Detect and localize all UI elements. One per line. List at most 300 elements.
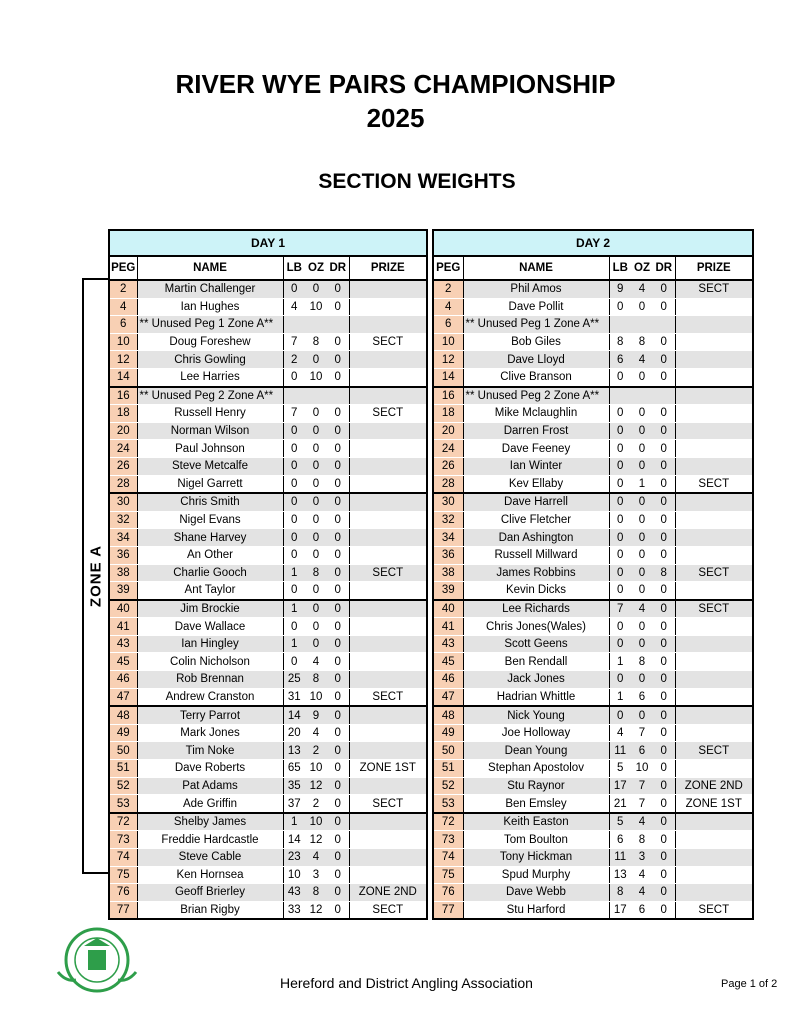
lb-cell: 21 [609, 795, 631, 813]
peg-cell: 6 [109, 316, 137, 334]
dr-cell: 0 [327, 653, 349, 671]
prize-cell [349, 813, 427, 831]
oz-cell: 0 [631, 493, 653, 511]
lb-cell: 13 [283, 742, 305, 760]
lb-cell: 33 [283, 901, 305, 919]
peg-cell: 48 [433, 706, 463, 724]
day-2-header: DAY 2 [433, 230, 753, 256]
oz-cell: 6 [631, 688, 653, 706]
dr-cell: 0 [327, 493, 349, 511]
col-name: NAME [463, 256, 609, 280]
prize-cell [349, 351, 427, 369]
dr-cell: 0 [653, 777, 675, 795]
table-row [433, 351, 753, 369]
oz-cell [305, 316, 327, 334]
peg-cell: 46 [109, 671, 137, 689]
dr-cell: 0 [653, 351, 675, 369]
dr-cell: 0 [653, 618, 675, 636]
peg-cell: 2 [109, 280, 137, 298]
name-cell: Charlie Gooch [137, 564, 283, 582]
table-row [433, 440, 753, 458]
dr-cell: 0 [327, 457, 349, 475]
name-cell: Pat Adams [137, 777, 283, 795]
lb-cell: 9 [609, 280, 631, 298]
col-prize: PRIZE [349, 256, 427, 280]
lb-cell: 10 [283, 866, 305, 884]
table-row [109, 316, 427, 334]
name-cell: Hadrian Whittle [463, 688, 609, 706]
peg-cell: 53 [109, 795, 137, 813]
table-row [109, 564, 427, 582]
name-cell: ** Unused Peg 1 Zone A** [463, 316, 609, 334]
name-cell: Tim Noke [137, 742, 283, 760]
dr-cell: 0 [327, 333, 349, 351]
name-cell: Keith Easton [463, 813, 609, 831]
oz-cell: 0 [631, 405, 653, 423]
oz-cell: 0 [305, 457, 327, 475]
dr-cell: 0 [653, 475, 675, 493]
name-cell: Jack Jones [463, 671, 609, 689]
oz-cell: 0 [305, 511, 327, 529]
dr-cell: 0 [653, 405, 675, 423]
footer-association: Hereford and District Angling Association [280, 975, 533, 991]
name-cell: An Other [137, 546, 283, 564]
name-cell: Ade Griffin [137, 795, 283, 813]
prize-cell [349, 671, 427, 689]
name-cell: Dave Wallace [137, 618, 283, 636]
peg-cell: 48 [109, 706, 137, 724]
name-cell: Colin Nicholson [137, 653, 283, 671]
prize-cell [349, 831, 427, 849]
peg-cell: 75 [433, 866, 463, 884]
table-row [109, 529, 427, 547]
dr-cell: 0 [653, 546, 675, 564]
name-cell: Martin Challenger [137, 280, 283, 298]
table-row [109, 688, 427, 706]
dr-cell: 0 [327, 582, 349, 600]
table-row [109, 475, 427, 493]
dr-cell: 0 [327, 671, 349, 689]
table-row [109, 901, 427, 919]
prize-cell [349, 529, 427, 547]
prize-cell [675, 582, 753, 600]
peg-cell: 38 [433, 564, 463, 582]
table-row [433, 582, 753, 600]
lb-cell: 0 [283, 475, 305, 493]
oz-cell: 4 [631, 280, 653, 298]
prize-cell [349, 849, 427, 867]
lb-cell: 0 [609, 298, 631, 316]
peg-cell: 51 [109, 760, 137, 778]
peg-cell: 53 [433, 795, 463, 813]
oz-cell: 0 [305, 582, 327, 600]
dr-cell: 0 [327, 777, 349, 795]
peg-cell: 73 [109, 831, 137, 849]
col-name: NAME [137, 256, 283, 280]
peg-cell: 74 [433, 849, 463, 867]
dr-cell: 0 [327, 511, 349, 529]
dr-cell: 0 [327, 795, 349, 813]
prize-cell [675, 422, 753, 440]
table-row [109, 387, 427, 405]
dr-cell: 0 [327, 724, 349, 742]
oz-cell: 10 [305, 368, 327, 386]
name-cell: Russell Henry [137, 405, 283, 423]
peg-cell: 49 [433, 724, 463, 742]
col-lb: LB [609, 256, 631, 280]
oz-cell: 0 [305, 440, 327, 458]
name-cell: Lee Harries [137, 368, 283, 386]
peg-cell: 39 [433, 582, 463, 600]
lb-cell [609, 316, 631, 334]
name-cell: Spud Murphy [463, 866, 609, 884]
lb-cell: 4 [609, 724, 631, 742]
dr-cell: 0 [653, 653, 675, 671]
table-row [433, 688, 753, 706]
lb-cell: 0 [283, 457, 305, 475]
name-cell: Lee Richards [463, 600, 609, 618]
prize-cell: SECT [349, 564, 427, 582]
peg-cell: 16 [109, 387, 137, 405]
lb-cell: 0 [283, 618, 305, 636]
lb-cell [283, 316, 305, 334]
peg-cell: 38 [109, 564, 137, 582]
table-row [433, 706, 753, 724]
prize-cell [675, 635, 753, 653]
table-row [109, 457, 427, 475]
prize-cell [675, 884, 753, 902]
lb-cell: 7 [283, 333, 305, 351]
name-cell: Nigel Garrett [137, 475, 283, 493]
lb-cell: 8 [609, 333, 631, 351]
prize-cell [349, 475, 427, 493]
oz-cell: 8 [305, 333, 327, 351]
peg-cell: 40 [433, 600, 463, 618]
prize-cell [349, 298, 427, 316]
oz-cell: 4 [631, 884, 653, 902]
table-row [433, 795, 753, 813]
table-row [433, 546, 753, 564]
prize-cell [675, 387, 753, 405]
dr-cell [653, 387, 675, 405]
lb-cell: 8 [609, 884, 631, 902]
dr-cell: 0 [653, 440, 675, 458]
prize-cell: SECT [349, 333, 427, 351]
name-cell: Freddie Hardcastle [137, 831, 283, 849]
prize-cell [349, 582, 427, 600]
table-row [109, 671, 427, 689]
name-cell: Dave Roberts [137, 760, 283, 778]
prize-cell: SECT [675, 475, 753, 493]
prize-cell [675, 831, 753, 849]
peg-cell: 6 [433, 316, 463, 334]
lb-cell: 0 [609, 405, 631, 423]
peg-cell: 46 [433, 671, 463, 689]
col-peg: PEG [433, 256, 463, 280]
col-lb: LB [283, 256, 305, 280]
peg-cell: 52 [433, 777, 463, 795]
name-cell: Andrew Cranston [137, 688, 283, 706]
col-oz: OZ [305, 256, 327, 280]
dr-cell: 0 [327, 884, 349, 902]
day-1-table [108, 229, 428, 920]
dr-cell: 0 [327, 298, 349, 316]
dr-cell [653, 316, 675, 334]
dr-cell: 0 [327, 564, 349, 582]
dr-cell: 0 [653, 688, 675, 706]
peg-cell: 74 [109, 849, 137, 867]
table-row [109, 724, 427, 742]
name-cell: Nick Young [463, 706, 609, 724]
name-cell: Stu Raynor [463, 777, 609, 795]
table-row [109, 795, 427, 813]
peg-cell: 34 [109, 529, 137, 547]
lb-cell: 0 [283, 511, 305, 529]
lb-cell: 35 [283, 777, 305, 795]
oz-cell: 0 [305, 405, 327, 423]
prize-cell [675, 688, 753, 706]
prize-cell: SECT [675, 600, 753, 618]
peg-cell: 32 [433, 511, 463, 529]
oz-cell: 8 [631, 653, 653, 671]
oz-cell: 10 [305, 298, 327, 316]
name-cell: Scott Geens [463, 635, 609, 653]
prize-cell: SECT [675, 742, 753, 760]
table-row [433, 724, 753, 742]
lb-cell: 31 [283, 688, 305, 706]
oz-cell: 0 [631, 440, 653, 458]
oz-cell: 7 [631, 795, 653, 813]
name-cell: Kevin Dicks [463, 582, 609, 600]
oz-cell [631, 316, 653, 334]
col-dr: DR [327, 256, 349, 280]
peg-cell: 4 [433, 298, 463, 316]
dr-cell: 8 [653, 564, 675, 582]
peg-cell: 10 [109, 333, 137, 351]
lb-cell: 6 [609, 351, 631, 369]
peg-cell: 26 [109, 457, 137, 475]
peg-cell: 28 [109, 475, 137, 493]
table-row [109, 298, 427, 316]
table-row [433, 422, 753, 440]
name-cell: Kev Ellaby [463, 475, 609, 493]
dr-cell: 0 [327, 813, 349, 831]
peg-cell: 36 [109, 546, 137, 564]
oz-cell: 4 [305, 653, 327, 671]
prize-cell: ZONE 1ST [349, 760, 427, 778]
prize-cell: ZONE 2ND [675, 777, 753, 795]
oz-cell: 0 [631, 706, 653, 724]
oz-cell: 6 [631, 742, 653, 760]
dr-cell [327, 387, 349, 405]
table-row [109, 849, 427, 867]
oz-cell: 8 [631, 333, 653, 351]
name-cell: Dave Pollit [463, 298, 609, 316]
peg-cell: 51 [433, 760, 463, 778]
lb-cell: 1 [609, 653, 631, 671]
table-row [433, 849, 753, 867]
table-row [433, 742, 753, 760]
table-row [433, 635, 753, 653]
prize-cell [349, 316, 427, 334]
peg-cell: 20 [109, 422, 137, 440]
name-cell: Steve Metcalfe [137, 457, 283, 475]
lb-cell: 37 [283, 795, 305, 813]
oz-cell: 0 [305, 635, 327, 653]
peg-cell: 32 [109, 511, 137, 529]
lb-cell: 5 [609, 760, 631, 778]
prize-cell [675, 457, 753, 475]
prize-cell [675, 368, 753, 386]
dr-cell: 0 [653, 368, 675, 386]
dr-cell: 0 [653, 333, 675, 351]
name-cell: ** Unused Peg 2 Zone A** [137, 387, 283, 405]
table-row [433, 511, 753, 529]
oz-cell: 0 [631, 457, 653, 475]
lb-cell: 0 [609, 440, 631, 458]
oz-cell: 0 [631, 635, 653, 653]
lb-cell: 0 [609, 422, 631, 440]
lb-cell: 0 [283, 529, 305, 547]
oz-cell: 10 [305, 688, 327, 706]
prize-cell [675, 724, 753, 742]
name-cell: Ian Hingley [137, 635, 283, 653]
prize-cell [675, 671, 753, 689]
oz-cell: 0 [631, 529, 653, 547]
peg-cell: 4 [109, 298, 137, 316]
prize-cell [349, 493, 427, 511]
table-row [109, 742, 427, 760]
dr-cell: 0 [653, 849, 675, 867]
lb-cell: 11 [609, 742, 631, 760]
name-cell: Dave Feeney [463, 440, 609, 458]
oz-cell: 1 [631, 475, 653, 493]
table-row [109, 351, 427, 369]
oz-cell: 4 [631, 866, 653, 884]
lb-cell [283, 387, 305, 405]
prize-cell [675, 813, 753, 831]
prize-cell [675, 546, 753, 564]
name-cell: Clive Branson [463, 368, 609, 386]
dr-cell: 0 [327, 368, 349, 386]
table-row [433, 671, 753, 689]
prize-cell: SECT [675, 901, 753, 919]
lb-cell: 7 [609, 600, 631, 618]
oz-cell: 0 [631, 671, 653, 689]
table-row [433, 866, 753, 884]
dr-cell: 0 [327, 831, 349, 849]
oz-cell: 0 [305, 529, 327, 547]
prize-cell [349, 653, 427, 671]
peg-cell: 39 [109, 582, 137, 600]
name-cell: Ken Hornsea [137, 866, 283, 884]
dr-cell: 0 [653, 671, 675, 689]
name-cell: Dan Ashington [463, 529, 609, 547]
prize-cell [349, 511, 427, 529]
oz-cell: 2 [305, 795, 327, 813]
table-row [433, 475, 753, 493]
dr-cell: 0 [327, 742, 349, 760]
lb-cell: 0 [609, 671, 631, 689]
oz-cell: 10 [631, 760, 653, 778]
table-row [109, 546, 427, 564]
lb-cell: 4 [283, 298, 305, 316]
lb-cell: 17 [609, 901, 631, 919]
table-row [109, 333, 427, 351]
lb-cell: 1 [609, 688, 631, 706]
table-row [109, 777, 427, 795]
dr-cell: 0 [653, 866, 675, 884]
dr-cell: 0 [653, 831, 675, 849]
table-row [109, 760, 427, 778]
table-row [109, 422, 427, 440]
lb-cell: 0 [609, 706, 631, 724]
peg-cell: 75 [109, 866, 137, 884]
table-row [433, 831, 753, 849]
oz-cell: 7 [631, 724, 653, 742]
oz-cell: 0 [305, 546, 327, 564]
name-cell: Chris Jones(Wales) [463, 618, 609, 636]
prize-cell [349, 440, 427, 458]
lb-cell: 0 [609, 529, 631, 547]
oz-cell: 4 [305, 849, 327, 867]
oz-cell: 0 [631, 368, 653, 386]
prize-cell [675, 511, 753, 529]
peg-cell: 76 [109, 884, 137, 902]
oz-cell: 0 [631, 511, 653, 529]
prize-cell [675, 760, 753, 778]
table-row [109, 600, 427, 618]
dr-cell: 0 [327, 405, 349, 423]
lb-cell: 2 [283, 351, 305, 369]
oz-cell: 2 [305, 742, 327, 760]
dr-cell: 0 [653, 795, 675, 813]
table-row [109, 635, 427, 653]
peg-cell: 52 [109, 777, 137, 795]
peg-cell: 47 [109, 688, 137, 706]
lb-cell: 0 [283, 546, 305, 564]
table-row [109, 813, 427, 831]
prize-cell [675, 316, 753, 334]
lb-cell: 0 [609, 493, 631, 511]
lb-cell: 6 [609, 831, 631, 849]
oz-cell: 3 [631, 849, 653, 867]
dr-cell: 0 [327, 351, 349, 369]
dr-cell [327, 316, 349, 334]
name-cell: Phil Amos [463, 280, 609, 298]
prize-cell [675, 706, 753, 724]
peg-cell: 40 [109, 600, 137, 618]
peg-cell: 77 [433, 901, 463, 919]
name-cell: Steve Cable [137, 849, 283, 867]
prize-cell [349, 635, 427, 653]
prize-cell [675, 653, 753, 671]
prize-cell [349, 422, 427, 440]
prize-cell: SECT [675, 564, 753, 582]
table-row [433, 493, 753, 511]
name-cell: Brian Rigby [137, 901, 283, 919]
peg-cell: 77 [109, 901, 137, 919]
prize-cell [349, 457, 427, 475]
prize-cell [349, 387, 427, 405]
peg-cell: 43 [433, 635, 463, 653]
prize-cell [675, 529, 753, 547]
table-row [109, 440, 427, 458]
dr-cell: 0 [327, 635, 349, 653]
dr-cell: 0 [653, 813, 675, 831]
oz-cell: 7 [631, 777, 653, 795]
name-cell: Nigel Evans [137, 511, 283, 529]
